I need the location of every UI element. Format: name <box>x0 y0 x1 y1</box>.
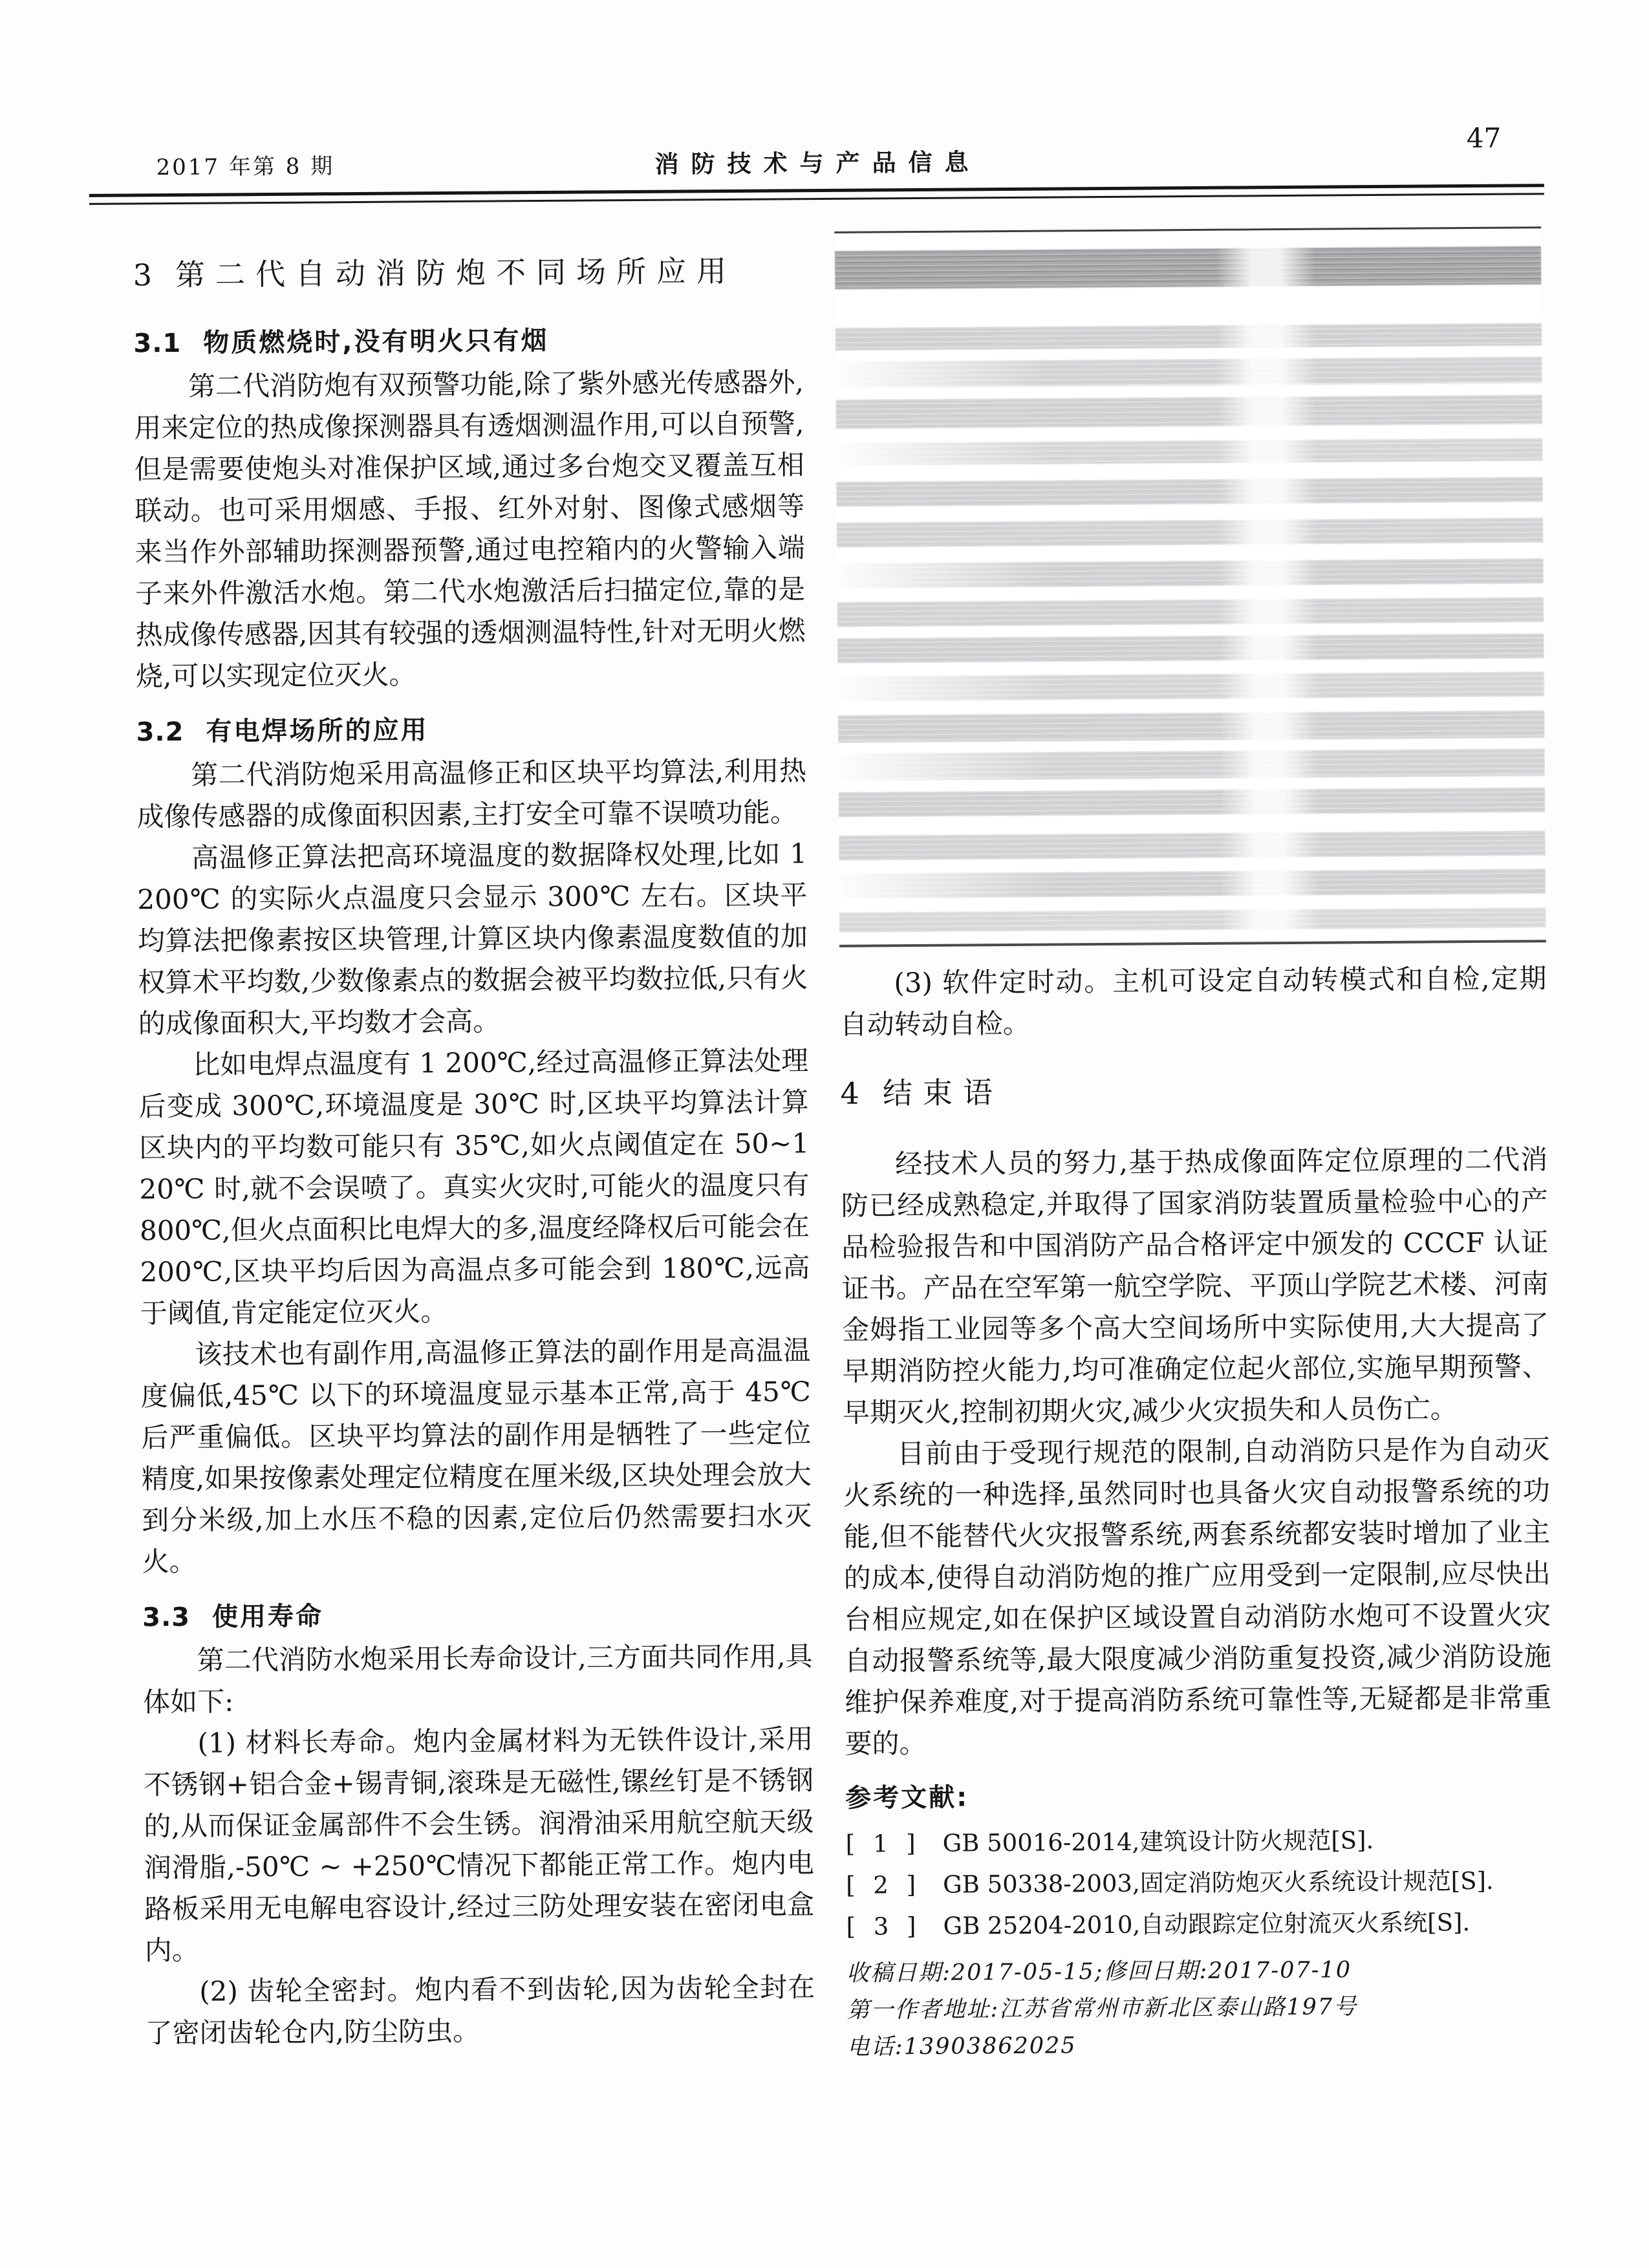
article-notes <box>846 1950 1554 2066</box>
figure-stripe <box>837 672 1544 701</box>
header-double-rule <box>89 184 1544 205</box>
page-number: 47 <box>1466 122 1502 155</box>
paragraph-3-2-2: 高温修正算法把高环境温度的数据降权处理,比如 1 200℃ 的实际火点温度只会显示 300℃ 左右。区块平均算法把像素按区块管理,计算区块内像素温度数值的加权算术平均数,少数像素点的数据会被平均数拉低,只有火的成像面积大,平均数才会高。 <box>137 837 808 1040</box>
paragraph-3-3-3: (2) 齿轮全密封。炮内看不到齿轮,因为齿轮全封在了密闭齿轮仓内,防尘防虫。 <box>145 1971 815 2049</box>
figure-stripe <box>835 395 1542 429</box>
figure-stripe <box>839 869 1546 898</box>
reference-label: [ 2 ] <box>845 1870 921 1899</box>
paragraph-3-2-1: 第二代消防炮采用高温修正和区块平均算法,利用热成像传感器的成像面积因素,主打安全可靠不误喷功能。 <box>136 755 807 833</box>
section-3-2-heading <box>136 707 806 748</box>
figure-stripe <box>835 323 1542 351</box>
reference-item <box>845 1819 1552 1865</box>
reference-label: [ 3 ] <box>846 1912 921 1941</box>
figure-stripe <box>838 788 1545 817</box>
right-column <box>834 218 1554 2066</box>
section-3-2-number: 3.2 <box>136 717 184 748</box>
figure-stripe <box>835 357 1542 388</box>
figure-stripe <box>839 831 1546 860</box>
paragraph-3-2-4: 该技术也有副作用,高温修正算法的副作用是高温温度偏低,45℃ 以下的环境温度显示基本正常,高于 45℃ 后严重偏低。区块平均算法的副作用是牺牲了一些定位精度,如果按像素处理定位精度在厘米级,区块处理会放大到分米级,加上水压不稳的因素,定位后仍然需要扫水灭火。 <box>140 1334 812 1578</box>
section-4-heading <box>840 1065 1547 1113</box>
figure-stripe <box>838 749 1545 781</box>
reference-text: GB 50016-2014,建筑设计防火规范[S]. <box>942 1826 1374 1857</box>
figure-stripe <box>837 559 1544 589</box>
figure-stripe <box>836 438 1543 466</box>
phone-number: 电话:13903862025 <box>846 2033 1077 2060</box>
paragraph-3-3-1: 第二代消防水炮采用长寿命设计,三方面共同作用,具体如下: <box>142 1640 813 1718</box>
paragraph-4-1: 经技术人员的努力,基于热成像面阵定位原理的二代消防已经成熟稳定,并取得了国家消防装置质量检验中心的产品检验报告和中国消防产品合格评定中颁发的 CCCF 认证证书。产品在空军第一航空学院、平顶山学院艺术楼、河南金姆指工业园等多个高大空间场所中实际使用,大大提高了早期消防控火能力,均可准确定位起火部位,实施早期预警、早期灭火,控制初期火灾,减少火灾损失和人员伤亡。 <box>841 1143 1549 1429</box>
section-3-heading <box>133 247 803 294</box>
reference-item <box>846 1901 1553 1948</box>
section-3-1-heading <box>133 318 803 360</box>
section-3-2-title: 有电焊场所的应用 <box>206 715 429 747</box>
section-3-3-title: 使用寿命 <box>211 1601 324 1632</box>
figure-stripe <box>839 908 1546 933</box>
figure-stripe <box>836 477 1543 506</box>
paragraph-item-3: (3) 软件定时动。主机可设定自动转模式和自检,定期自动转动自检。 <box>839 962 1547 1041</box>
references-list <box>845 1819 1553 1948</box>
paragraph-4-2: 目前由于受现行规范的限制,自动消防只是作为自动灭火系统的一种选择,虽然同时也具备火灾自动报警系统的功能,但不能替代火灾报警系统,两套系统都安装时增加了业主的成本,使得自动消防炮的推广应用受到一定限制,应尽快出台相应规定,如在保护区域设置自动消防水炮可不设置火灾自动报警系统等,最大限度减少消防重复投资,减少消防设施维护保养难度,对于提高消防系统可靠性等,无疑都是非常重要的。 <box>843 1433 1552 1760</box>
section-3-3-number: 3.3 <box>142 1602 191 1633</box>
section-4-title: 结束语 <box>882 1075 1004 1111</box>
paragraph-3-3-2: (1) 材料长寿命。炮内金属材料为无铁件设计,采用不锈钢+铝合金+锡青铜,滚珠是无磁性,镙丝钉是不锈钢的,从而保证金属部件不会生锈。润滑油采用航空航天级润滑脂,-50℃ ~ +250℃情况下都能正常工作。炮内电路板采用无电解电容设计,经过三防处理安装在密闭电盒内。 <box>143 1723 815 1967</box>
figure-stripe <box>837 598 1544 627</box>
section-3-number: 3 <box>133 257 153 293</box>
section-4-number: 4 <box>840 1075 860 1111</box>
section-3-1-number: 3.1 <box>133 328 182 359</box>
reference-label: [ 1 ] <box>845 1829 921 1858</box>
figure-stripe <box>836 518 1543 547</box>
section-3-title: 第二代自动消防炮不同场所应用 <box>175 253 737 292</box>
blurred-figure <box>834 226 1546 947</box>
left-column <box>133 239 815 2054</box>
paragraph-3-1-1: 第二代消防炮有双预警功能,除了紫外感光传感器外,用来定位的热成像探测器具有透烟测温作用,可以自预警,但是需要使炮头对准保护区域,通过多台炮交叉覆盖互相联动。也可采用烟感、手报、红外对射、图像式感烟等来当作外部辅助探测器预警,通过电控箱内的火警输入端子来外件激活水炮。第二代水炮激活后扫描定位,靠的是热成像传感器,因其有较强的透烟测温特性,针对无明火燃烧,可以实现定位灭火。 <box>134 366 806 693</box>
section-3-3-heading <box>142 1592 812 1634</box>
figure-stripe <box>837 634 1544 663</box>
figure-stripe <box>834 246 1541 289</box>
reference-item <box>846 1860 1553 1906</box>
received-dates: 收稿日期:2017-05-15;修回日期:2017-07-10 <box>846 1957 1352 1987</box>
section-3-1-title: 物质燃烧时,没有明火只有烟 <box>203 325 549 358</box>
references-title: 参考文献: <box>845 1782 969 1813</box>
journal-title: 消防技术与产品信息 <box>654 148 981 178</box>
issue-label: 2017 年第 8 期 <box>156 153 335 181</box>
paragraph-3-2-3: 比如电焊点温度有 1 200℃,经过高温修正算法处理后变成 300℃,环境温度是 30℃ 时,区块平均算法计算区块内的平均数可能只有 35℃,如火点阈值定在 50~120℃ 时,就不会误喷了。真实火灾时,可能火的温度只有 800℃,但火点面积比电焊大的多,温度经降权后可能会在 200℃,区块平均后因为高温点多可能会到 180℃,远高于阈值,肯定能定位灭火。 <box>138 1044 810 1330</box>
author-address: 第一作者地址:江苏省常州市新北区泰山路197号 <box>846 1994 1358 2024</box>
reference-text: GB 25204-2010,自动跟踪定位射流灭火系统[S]. <box>943 1908 1471 1940</box>
figure-stripe <box>837 711 1544 742</box>
reference-text: GB 50338-2003,固定消防炮灭火系统设计规范[S]. <box>942 1866 1494 1899</box>
